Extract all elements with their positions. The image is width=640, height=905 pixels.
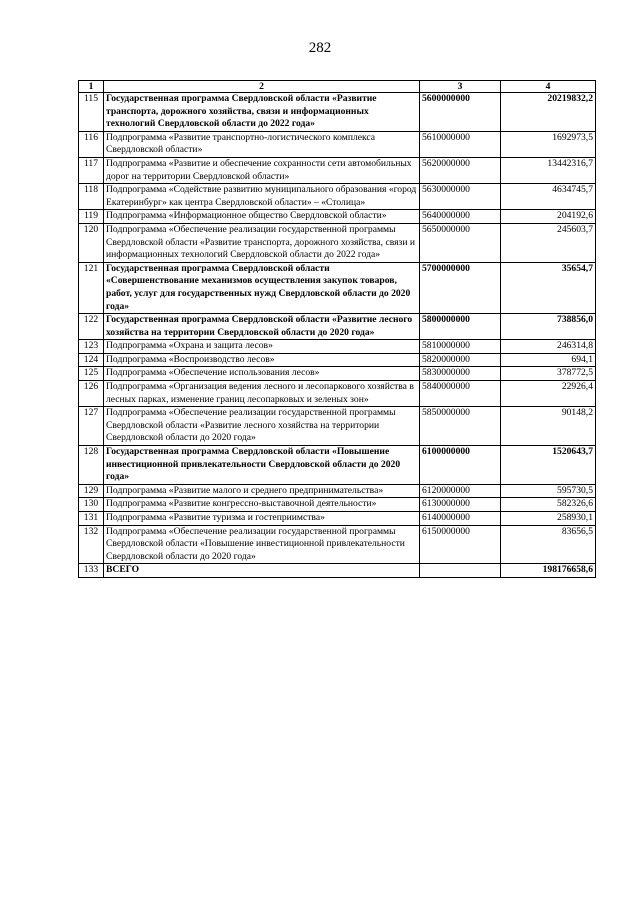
row-name: Государственная программа Свердловской области «Совершенствование механизмов осуществления закупок товаров, работ, услуг для государственных нужд Свердловской области до 2020 года» xyxy=(104,262,420,313)
table-row xyxy=(79,223,596,262)
table-row xyxy=(79,262,596,313)
table-row xyxy=(79,381,596,407)
row-name: Подпрограмма «Обеспечение реализации государственной программы Свердловской области «Повышение инвестиционной привлекательности Свердловской области до 2020 года» xyxy=(104,525,420,564)
row-number: 130 xyxy=(79,498,104,512)
table-row xyxy=(79,93,596,132)
row-amount: 595730,5 xyxy=(501,484,596,498)
table-row xyxy=(79,525,596,564)
table-row xyxy=(79,353,596,367)
row-name: Подпрограмма «Обеспечение использования лесов» xyxy=(104,367,420,381)
row-name: Подпрограмма «Содействие развитию муниципального образования «город Екатеринбург» как центра Свердловской области» – «Столица» xyxy=(104,184,420,210)
row-amount: 1520643,7 xyxy=(501,446,596,485)
row-number: 115 xyxy=(79,93,104,132)
row-code: 6150000000 xyxy=(420,525,501,564)
row-code: 6140000000 xyxy=(420,512,501,526)
row-amount: 258930,1 xyxy=(501,512,596,526)
row-code: 6120000000 xyxy=(420,484,501,498)
row-code: 6130000000 xyxy=(420,498,501,512)
row-code: 5810000000 xyxy=(420,340,501,354)
row-name: Подпрограмма «Развитие малого и среднего предпринимательства» xyxy=(104,484,420,498)
column-header: 3 xyxy=(420,81,501,93)
row-code: 5610000000 xyxy=(420,131,501,157)
row-name: Подпрограмма «Развитие конгрессно-выставочной деятельности» xyxy=(104,498,420,512)
row-code: 5800000000 xyxy=(420,314,501,340)
row-amount: 4634745,7 xyxy=(501,184,596,210)
row-number: 126 xyxy=(79,381,104,407)
row-code: 6100000000 xyxy=(420,446,501,485)
table-row xyxy=(79,131,596,157)
row-number: 116 xyxy=(79,131,104,157)
row-name: Подпрограмма «Развитие транспортно-логистического комплекса Свердловской области» xyxy=(104,131,420,157)
table-row xyxy=(79,498,596,512)
row-number: 123 xyxy=(79,340,104,354)
row-code: 5820000000 xyxy=(420,353,501,367)
row-name: Подпрограмма «Развитие и обеспечение сохранности сети автомобильных дорог на территории Свердловской области» xyxy=(104,157,420,183)
column-header: 2 xyxy=(104,81,420,93)
row-code: 5630000000 xyxy=(420,184,501,210)
row-number: 122 xyxy=(79,314,104,340)
row-name: Государственная программа Свердловской области «Повышение инвестиционной привлекательности Свердловской области до 2020 года» xyxy=(104,446,420,485)
row-number: 118 xyxy=(79,184,104,210)
row-name: Подпрограмма «Обеспечение реализации государственной программы Свердловской области «Развитие лесного хозяйства на территории Свердловской области до 2020 года» xyxy=(104,407,420,446)
row-code xyxy=(420,564,501,578)
row-name: Подпрограмма «Информационное общество Свердловской области» xyxy=(104,210,420,224)
row-number: 125 xyxy=(79,367,104,381)
row-amount: 204192,6 xyxy=(501,210,596,224)
row-number: 133 xyxy=(79,564,104,578)
row-name: Государственная программа Свердловской области «Развитие лесного хозяйства на территории Свердловской области до 2020 года» xyxy=(104,314,420,340)
table-row xyxy=(79,484,596,498)
table-row xyxy=(79,210,596,224)
table-row xyxy=(79,407,596,446)
row-number: 129 xyxy=(79,484,104,498)
row-code: 5850000000 xyxy=(420,407,501,446)
row-amount: 738856,0 xyxy=(501,314,596,340)
row-amount: 1692973,5 xyxy=(501,131,596,157)
budget-table xyxy=(78,80,596,578)
row-code: 5650000000 xyxy=(420,223,501,262)
row-number: 124 xyxy=(79,353,104,367)
table-row xyxy=(79,157,596,183)
row-amount: 246314,8 xyxy=(501,340,596,354)
row-number: 120 xyxy=(79,223,104,262)
row-name: Подпрограмма «Охрана и защита лесов» xyxy=(104,340,420,354)
row-amount: 198176658,6 xyxy=(501,564,596,578)
row-number: 121 xyxy=(79,262,104,313)
row-amount: 90148,2 xyxy=(501,407,596,446)
row-name: Подпрограмма «Воспроизводство лесов» xyxy=(104,353,420,367)
row-code: 5640000000 xyxy=(420,210,501,224)
row-code: 5600000000 xyxy=(420,93,501,132)
row-amount: 83656,5 xyxy=(501,525,596,564)
row-name: Подпрограмма «Обеспечение реализации государственной программы Свердловской области «Развитие транспорта, дорожного хозяйства, связи и информационных технологий Свердловской области до 2022 года» xyxy=(104,223,420,262)
row-amount: 20219832,2 xyxy=(501,93,596,132)
row-amount: 694,1 xyxy=(501,353,596,367)
row-amount: 378772,5 xyxy=(501,367,596,381)
row-code: 5620000000 xyxy=(420,157,501,183)
table-row xyxy=(79,512,596,526)
table-row xyxy=(79,340,596,354)
row-amount: 22926,4 xyxy=(501,381,596,407)
row-number: 132 xyxy=(79,525,104,564)
row-name: Государственная программа Свердловской области «Развитие транспорта, дорожного хозяйства, связи и информационных технологий Свердловской области до 2022 года» xyxy=(104,93,420,132)
row-number: 127 xyxy=(79,407,104,446)
row-amount: 13442316,7 xyxy=(501,157,596,183)
table-row xyxy=(79,446,596,485)
row-code: 5700000000 xyxy=(420,262,501,313)
row-name: Подпрограмма «Развитие туризма и гостеприимства» xyxy=(104,512,420,526)
row-number: 117 xyxy=(79,157,104,183)
table-header-row xyxy=(79,81,596,93)
row-amount: 35654,7 xyxy=(501,262,596,313)
row-number: 128 xyxy=(79,446,104,485)
table-row xyxy=(79,314,596,340)
page-number: 282 xyxy=(308,40,332,56)
table-row xyxy=(79,184,596,210)
column-header: 4 xyxy=(501,81,596,93)
column-header: 1 xyxy=(79,81,104,93)
row-number: 119 xyxy=(79,210,104,224)
row-code: 5840000000 xyxy=(420,381,501,407)
row-amount: 245603,7 xyxy=(501,223,596,262)
row-amount: 582326,6 xyxy=(501,498,596,512)
row-name: ВСЕГО xyxy=(104,564,420,578)
table-body xyxy=(79,93,596,578)
row-number: 131 xyxy=(79,512,104,526)
row-code: 5830000000 xyxy=(420,367,501,381)
table-row xyxy=(79,564,596,578)
table-row xyxy=(79,367,596,381)
row-name: Подпрограмма «Организация ведения лесного и лесопаркового хозяйства в лесных парках, изменение границ лесопарковых и зеленых зон» xyxy=(104,381,420,407)
